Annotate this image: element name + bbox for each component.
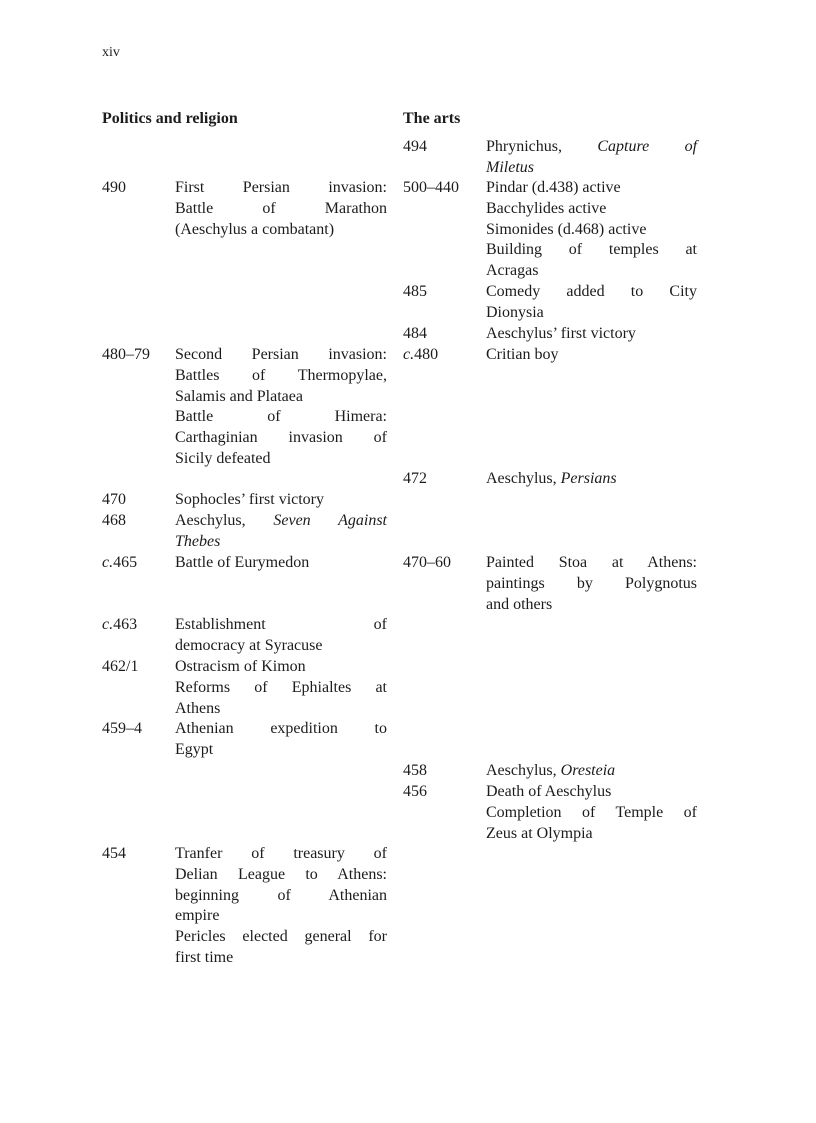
date-value: 490 [102,179,126,196]
date-value: 465 [113,554,138,571]
politics-entry-text [175,844,387,969]
entry-text-line: Death of Aeschylus [486,783,612,800]
politics-entry-text [175,511,387,553]
arts-entry-text [486,178,697,282]
entry-text-line: Dionysia [486,303,544,321]
page-number: xiv [102,45,120,60]
entry-text-line: Carthaginian invasion of [175,429,387,447]
politics-entry-date [102,553,137,574]
entry-text-line: Egypt [175,740,214,758]
entry-text-line: Battles of Thermopylae, [175,366,387,384]
politics-entry-text [175,345,387,470]
circa-prefix: c. [102,616,114,633]
date-value: 454 [102,845,126,862]
arts-entry-date [403,782,427,803]
entry-text-line: Aeschylus, Oresteia [486,762,616,779]
arts-entry-date [403,345,438,366]
politics-entry-text [175,615,387,657]
arts-entry-date [403,137,427,158]
entry-text-line: Simonides (d.468) active [486,220,647,238]
entry-text-line: (Aeschylus a combatant) [175,220,335,238]
entry-text-line: Salamis and Plataea [175,387,303,405]
entry-text-line: Acragas [486,262,539,280]
date-value: 459–4 [102,720,142,737]
entry-text-line: Battle of Eurymedon [175,554,310,571]
politics-entry-date [102,657,138,678]
entry-text-line: Aeschylus’ first victory [486,325,636,342]
arts-entry-date [403,469,427,490]
entry-text-line: Phrynichus, Capture of [486,138,698,155]
entry-text-line: Aeschylus, Seven Against [175,512,387,529]
entry-text-line: Athens [175,699,221,717]
politics-entry-date [102,178,126,199]
entry-text-line: Bacchylides active [486,199,607,217]
entry-text-line: Critian boy [486,346,559,363]
politics-entry-date [102,345,150,366]
entry-text-line: Thebes [175,532,221,550]
entry-text-line: Delian League to Athens: [175,865,387,883]
politics-entry-text [175,719,387,761]
entry-text-line: First Persian invasion: [175,179,387,196]
entry-text-line: Tranfer of treasury of [175,845,387,862]
entry-text-line: Second Persian invasion: [175,346,387,363]
entry-text-line: Building of temples at [486,241,697,259]
entry-text-line: first time [175,948,234,966]
politics-entry-date [102,615,137,636]
arts-entry-text [486,761,697,782]
heading-politics-religion: Politics and religion [102,110,238,127]
politics-entry-date [102,511,126,532]
entry-text-line: Zeus at Olympia [486,824,593,842]
date-value: 470–60 [403,554,451,571]
politics-entry-text [175,178,387,240]
entry-text-line: Pindar (d.438) active [486,179,621,196]
date-value: 470 [102,491,126,508]
entry-text-line: Battle of Himera: [175,408,387,426]
arts-entry-text [486,553,697,615]
date-value: 463 [113,616,138,633]
date-value: 500–440 [403,179,459,196]
date-value: 480 [414,346,439,363]
entry-text-line: Aeschylus, Persians [486,470,617,487]
date-value: 472 [403,470,427,487]
politics-entry-date [102,719,142,740]
date-value: 485 [403,283,427,300]
entry-text-line: Pericles elected general for [175,928,387,946]
entry-text-line: Establishment of [175,616,387,633]
entry-text-line: Painted Stoa at Athens: [486,554,697,571]
arts-entry-date [403,761,427,782]
politics-entry-date [102,844,126,865]
heading-the-arts: The arts [403,110,461,127]
entry-text-line: empire [175,907,220,925]
arts-entry-text [486,782,697,844]
entry-text-line: paintings by Polygnotus [486,574,697,592]
circa-prefix: c. [403,346,415,363]
entry-text-line: and others [486,595,553,613]
arts-entry-date [403,178,459,199]
politics-entry-text [175,490,387,511]
date-value: 462/1 [102,658,139,675]
arts-entry-text [486,324,697,345]
arts-entry-date [403,282,427,303]
politics-entry-text [175,553,387,574]
entry-text-line: Battle of Marathon [175,199,387,217]
entry-text-line: beginning of Athenian [175,886,387,904]
entry-text-line: democracy at Syracuse [175,636,323,654]
arts-entry-text [486,137,697,179]
entry-text-line: Sophocles’ first victory [175,491,325,508]
date-value: 468 [102,512,126,529]
arts-entry-date [403,324,427,345]
entry-text-line: Comedy added to City [486,283,697,300]
politics-entry-date [102,490,126,511]
entry-text-line: Completion of Temple of [486,803,697,821]
politics-entry-text [175,657,387,719]
entry-text-line: Athenian expedition to [175,720,387,737]
date-value: 484 [403,325,427,342]
entry-text-line: Reforms of Ephialtes at [175,678,387,696]
arts-entry-text [486,345,697,366]
arts-entry-text [486,282,697,324]
date-value: 456 [403,783,427,800]
entry-text-line: Ostracism of Kimon [175,658,306,675]
circa-prefix: c. [102,554,114,571]
arts-entry-date [403,553,451,574]
entry-text-line: Sicily defeated [175,449,271,467]
date-value: 494 [403,138,427,155]
date-value: 458 [403,762,427,779]
date-value: 480–79 [102,346,150,363]
arts-entry-text [486,469,697,490]
entry-text-line: Miletus [486,158,534,176]
